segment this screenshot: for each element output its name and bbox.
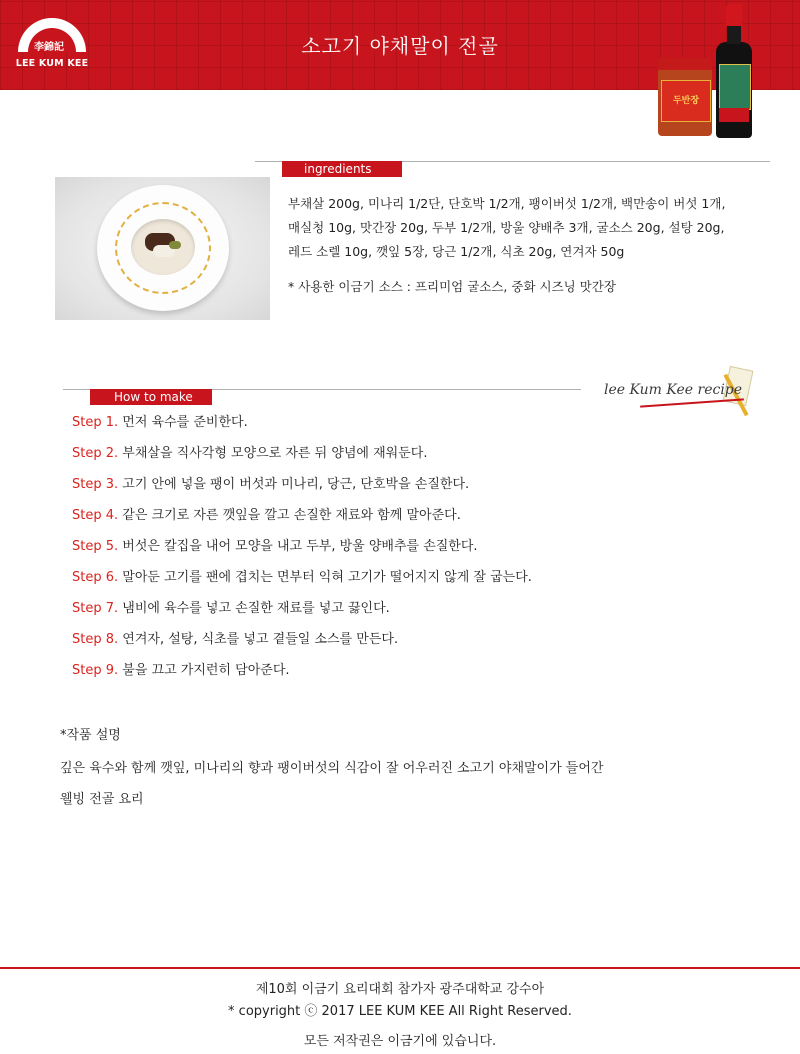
step-number: Step 6. — [72, 570, 119, 585]
steps-list — [72, 413, 772, 692]
step-number: Step 4. — [72, 508, 119, 523]
sauce-note: * 사용한 이금기 소스 : 프리미엄 굴소스, 중화 시즈닝 맛간장 — [288, 279, 616, 294]
step-text: 불을 끄고 가지런히 담아준다. — [122, 663, 290, 678]
step-text: 먼저 육수를 준비한다. — [122, 415, 248, 430]
description-title: *작품 설명 — [60, 728, 121, 743]
bean-sauce-jar-image — [658, 58, 712, 136]
step-text: 부채살을 직사각형 모양으로 자른 뒤 양념에 재워둔다. — [122, 446, 428, 461]
ingredients-list — [288, 192, 788, 264]
plate-shape — [97, 185, 229, 311]
footer-rights: 모든 저작권은 이금기에 있습니다. — [303, 1034, 497, 1049]
how-to-make-tab: How to make — [90, 389, 212, 405]
step-text: 버섯은 칼집을 내어 모양을 내고 두부, 방울 양배추를 손질한다. — [122, 539, 478, 554]
step-number: Step 1. — [72, 415, 119, 430]
step-item — [72, 630, 772, 661]
ingredients-line: 매실청 10g, 맛간장 20g, 두부 1/2개, 방울 양배추 3개, 굴소스 20g, 설탕 20g, — [288, 220, 725, 235]
step-text: 고기 안에 넣을 팽이 버섯과 미나리, 당근, 단호박을 손질한다. — [122, 477, 470, 492]
step-item — [72, 475, 772, 506]
description-line: 웰빙 전골 요리 — [60, 792, 144, 807]
jar-label-text: 두반장 — [672, 96, 700, 106]
ingredients-line: 레드 소렐 10g, 깻잎 5장, 당근 1/2개, 식초 20g, 연겨자 50g — [288, 244, 625, 259]
lee-kum-kee-logo — [14, 18, 90, 76]
step-item — [72, 661, 772, 692]
ingredients-line: 부채살 200g, 미나리 1/2단, 단호박 1/2개, 팽이버섯 1/2개, 백만송이 버섯 1개, — [288, 196, 726, 211]
logo-chinese-text: 李錦記 — [34, 42, 64, 53]
recipe-signature: lee Kum Kee recipe — [604, 382, 743, 398]
step-item — [72, 413, 772, 444]
dish-photo — [55, 177, 270, 320]
step-text: 냄비에 육수를 넣고 손질한 재료를 넣고 끓인다. — [122, 601, 390, 616]
step-item — [72, 568, 772, 599]
footer-copyright: * copyright ⓒ 2017 LEE KUM KEE All Right Reserved. — [228, 1004, 572, 1019]
description-line: 깊은 육수와 함께 깻잎, 미나리의 향과 팽이버섯의 식감이 잘 어우러진 소고기 야채말이가 들어간 — [60, 761, 604, 776]
step-number: Step 8. — [72, 632, 119, 647]
step-item — [72, 506, 772, 537]
ingredients-tab: ingredients — [282, 161, 402, 177]
page-title: 소고기 야채말이 전골 — [301, 34, 499, 58]
oyster-sauce-bottle-image — [716, 4, 752, 138]
footer-participant: 제10회 이금기 요리대회 참가자 광주대학교 강수아 — [255, 982, 545, 997]
footer-divider — [0, 967, 800, 969]
signature-underline — [640, 398, 744, 407]
step-number: Step 7. — [72, 601, 119, 616]
step-item — [72, 444, 772, 475]
logo-english-text: LEE KUM KEE — [15, 58, 89, 69]
step-number: Step 9. — [72, 663, 119, 678]
step-number: Step 2. — [72, 446, 119, 461]
step-number: Step 3. — [72, 477, 119, 492]
step-number: Step 5. — [72, 539, 119, 554]
step-text: 말아둔 고기를 팬에 겹치는 면부터 익혀 고기가 떨어지지 않게 잘 굽는다. — [122, 570, 532, 585]
step-text: 연겨자, 설탕, 식초를 넣고 곁들일 소스를 만든다. — [122, 632, 399, 647]
step-item — [72, 599, 772, 630]
step-text: 같은 크기로 자른 깻잎을 깔고 손질한 재료와 함께 말아준다. — [122, 508, 461, 523]
step-item — [72, 537, 772, 568]
